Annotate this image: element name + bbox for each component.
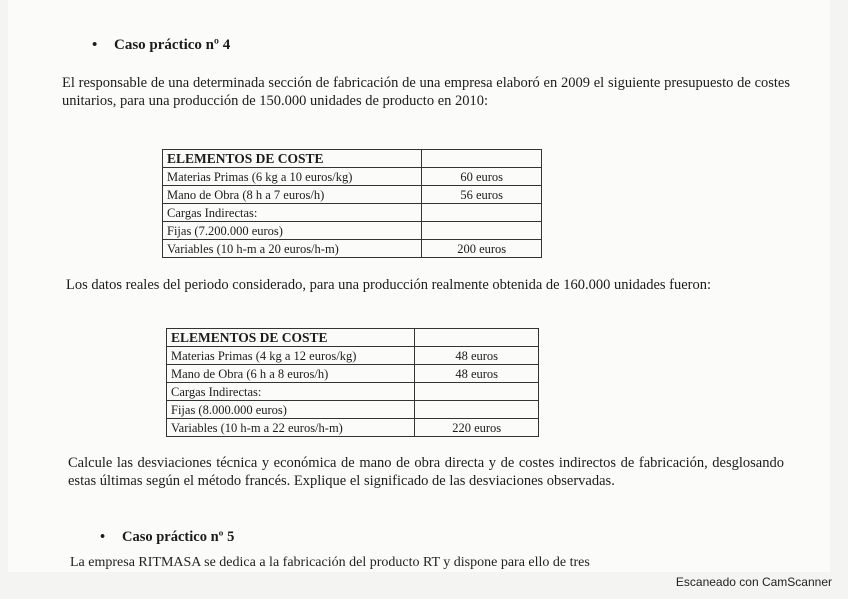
bullet-icon: • <box>92 37 98 53</box>
table-row <box>167 383 539 401</box>
row-label: Mano de Obra (6 h a 8 euros/h) <box>167 365 415 383</box>
camscanner-watermark: Escaneado con CamScanner <box>675 575 832 589</box>
table-header-cell: ELEMENTOS DE COSTE <box>163 150 422 168</box>
table-row <box>167 365 539 383</box>
table-row <box>163 168 542 186</box>
row-label: Cargas Indirectas: <box>167 383 415 401</box>
row-value: 48 euros <box>415 365 539 383</box>
cut-off-text-line <box>70 555 790 573</box>
table-header-row <box>167 329 539 347</box>
real-data-intro: Los datos reales del periodo considerado, para una producción realmente obtenida de 160.000 unidades fueron: <box>66 277 712 293</box>
row-value <box>422 222 542 240</box>
row-value <box>415 401 539 419</box>
table-row <box>167 419 539 437</box>
table-header-cell: ELEMENTOS DE COSTE <box>167 329 415 347</box>
row-label: Materias Primas (6 kg a 10 euros/kg) <box>163 168 422 186</box>
row-value: 60 euros <box>422 168 542 186</box>
row-value: 48 euros <box>415 347 539 365</box>
case4-heading <box>92 37 230 54</box>
budget-cost-table <box>162 149 542 258</box>
case4-intro: El responsable de una determinada sección de fabricación de una empresa elaboró en 2009 el siguiente presupuesto de costes unitarios, para una producción de 150.000 unidades de producto en 2010: <box>62 75 790 109</box>
row-value: 56 euros <box>422 186 542 204</box>
table-header-empty-cell <box>415 329 539 347</box>
bullet-icon: • <box>100 529 106 545</box>
case5-heading <box>100 529 234 546</box>
table-row <box>167 401 539 419</box>
row-value: 220 euros <box>415 419 539 437</box>
actual-cost-table <box>166 328 539 437</box>
case5-heading-text: Caso práctico nº 5 <box>122 529 235 545</box>
cut-off-text: La empresa RITMASA se dedica a la fabricación del producto RT y dispone para ello de tres <box>70 555 590 570</box>
table-row <box>163 222 542 240</box>
table-row <box>163 204 542 222</box>
row-label: Mano de Obra (8 h a 7 euros/h) <box>163 186 422 204</box>
table-row <box>167 347 539 365</box>
table-header-row <box>163 150 542 168</box>
row-value <box>422 204 542 222</box>
row-label: Variables (10 h-m a 22 euros/h-m) <box>167 419 415 437</box>
row-label: Cargas Indirectas: <box>163 204 422 222</box>
row-label: Materias Primas (4 kg a 12 euros/kg) <box>167 347 415 365</box>
case4-heading-text: Caso práctico nº 4 <box>114 37 231 53</box>
table-row <box>163 186 542 204</box>
row-label: Fijas (8.000.000 euros) <box>167 401 415 419</box>
table-header-empty-cell <box>422 150 542 168</box>
scanned-page <box>8 0 830 572</box>
row-label: Fijas (7.200.000 euros) <box>163 222 422 240</box>
row-label: Variables (10 h-m a 20 euros/h-m) <box>163 240 422 258</box>
row-value: 200 euros <box>422 240 542 258</box>
row-value <box>415 383 539 401</box>
exercise-instructions: Calcule las desviaciones técnica y económica de mano de obra directa y de costes indirectos de fabricación, desglosando estas últimas según el método francés. Explique el significado de las desviaciones observadas. <box>68 455 784 489</box>
table-row <box>163 240 542 258</box>
